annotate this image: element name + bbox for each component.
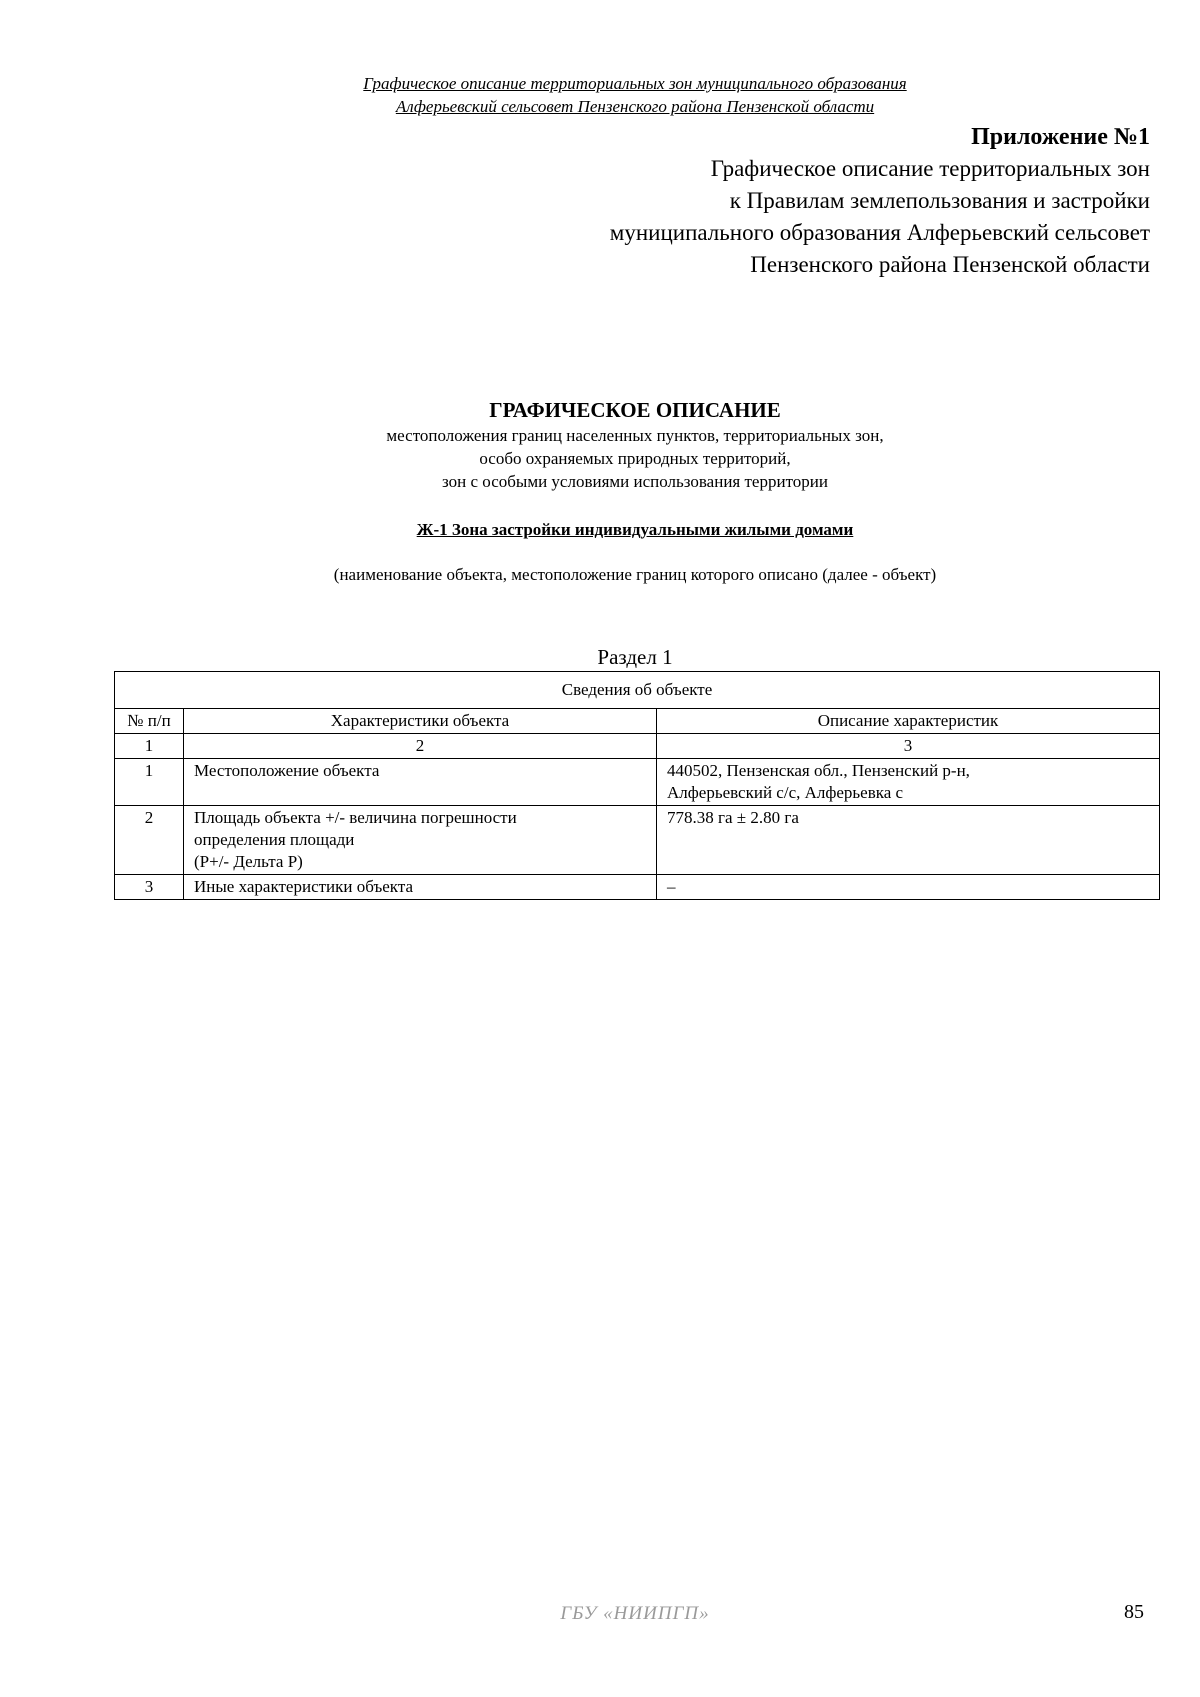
appendix-line-3: муниципального образования Алферьевский сельсовет	[609, 220, 1150, 245]
table-row	[115, 875, 1160, 900]
column-index-3: 3	[657, 734, 1160, 759]
zone-caption: (наименование объекта, местоположение границ которого описано (далее - объект)	[333, 565, 937, 584]
object-info-table	[114, 671, 1160, 900]
appendix-line-4: Пензенского района Пензенской области	[750, 252, 1150, 277]
document-title: ГРАФИЧЕСКОЕ ОПИСАНИЕ	[489, 398, 781, 422]
section-title: Раздел 1	[597, 645, 673, 669]
column-index-2: 2	[184, 734, 657, 759]
table-row	[115, 759, 1160, 806]
table-row	[115, 806, 1160, 875]
footer-organization: ГБУ «НИИПГП»	[560, 1603, 710, 1624]
row-characteristic	[184, 875, 657, 900]
row-characteristic-line: Местоположение объекта	[194, 761, 380, 780]
column-header-number: № п/п	[115, 709, 184, 734]
column-header-characteristic: Характеристики объекта	[184, 709, 657, 734]
row-characteristic	[184, 806, 657, 875]
row-characteristic-line: Площадь объекта +/- величина погрешности	[194, 808, 517, 827]
row-description	[657, 875, 1160, 900]
row-characteristic-line: определения площади	[194, 830, 355, 849]
table-caption: Сведения об объекте	[115, 672, 1160, 709]
document-subtitle-line-1: местоположения границ населенных пунктов, территориальных зон,	[386, 426, 884, 445]
row-description	[657, 759, 1160, 806]
running-header-line-1: Графическое описание территориальных зон муниципального образования	[363, 74, 907, 93]
appendix-title: Приложение №1	[971, 124, 1150, 150]
row-characteristic-line: (Р+/- Дельта Р)	[194, 852, 303, 871]
zone-name: Ж-1 Зона застройки индивидуальными жилыми домами	[416, 520, 854, 539]
row-description-line: Алферьевский с/с, Алферьевка с	[667, 783, 904, 802]
row-description-line: 440502, Пензенская обл., Пензенский р-н,	[667, 761, 970, 780]
document-heading	[0, 396, 1200, 493]
running-header-line-2: Алферьевский сельсовет Пензенского района Пензенской области	[395, 97, 875, 116]
appendix-line-1: Графическое описание территориальных зон	[710, 156, 1150, 181]
document-subtitle-line-2: особо охраняемых природных территорий,	[479, 449, 791, 468]
row-description-line: –	[667, 877, 676, 896]
column-header-description: Описание характеристик	[657, 709, 1160, 734]
running-header	[0, 72, 1200, 118]
table-header-row	[115, 709, 1160, 734]
appendix-line-2: к Правилам землепользования и застройки	[729, 188, 1150, 213]
row-description-line: 778.38 га ± 2.80 га	[667, 808, 799, 827]
row-number: 1	[115, 759, 184, 806]
row-characteristic	[184, 759, 657, 806]
table-index-row	[115, 734, 1160, 759]
row-number: 3	[115, 875, 184, 900]
column-index-1: 1	[115, 734, 184, 759]
document-subtitle-line-3: зон с особыми условиями использования территории	[442, 472, 828, 491]
table-caption-row	[115, 672, 1160, 709]
row-number: 2	[115, 806, 184, 875]
page-number: 85	[1124, 1601, 1144, 1623]
row-description	[657, 806, 1160, 875]
row-characteristic-line: Иные характеристики объекта	[194, 877, 414, 896]
appendix-block	[430, 121, 1150, 281]
